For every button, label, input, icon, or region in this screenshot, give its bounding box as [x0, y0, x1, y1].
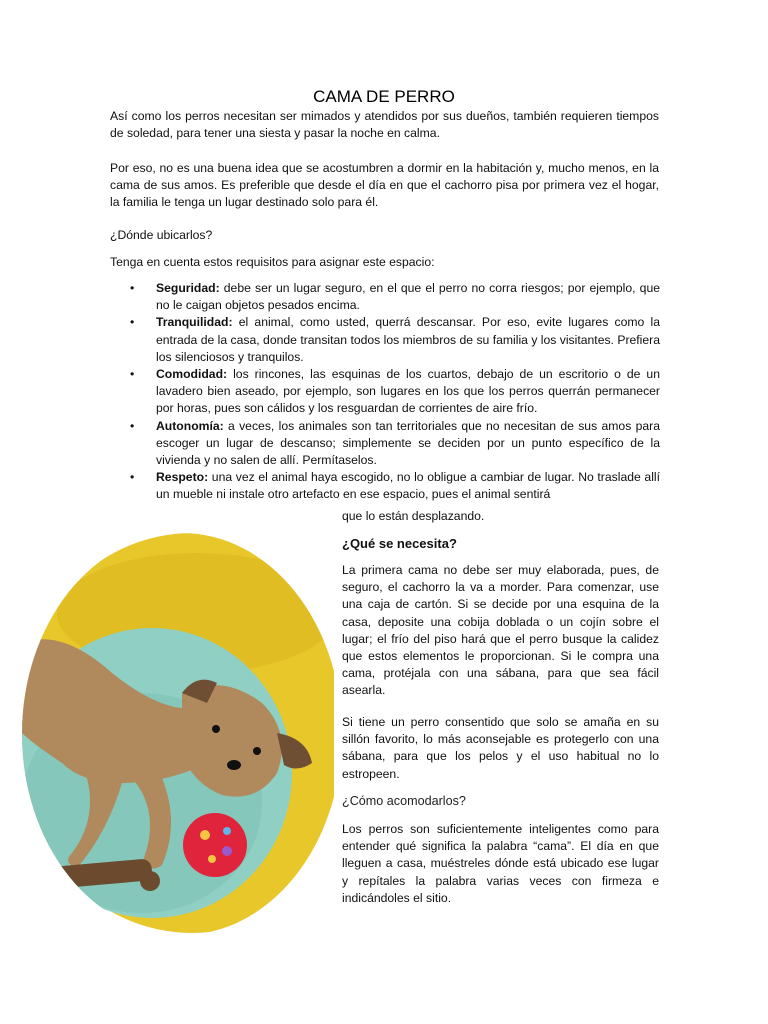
bullet: • [130, 470, 135, 485]
arrange-paragraph-1: Los perros son suficientemente inteligentes como para entender qué significa la palabra “cama”. El día en que lleguen a casa, muéstreles dónde está ubicado ese lugar y repítales la palabra varias veces con firmeza e indicándoles el sitio. [342, 822, 659, 905]
requirement-term: Tranquilidad: [156, 315, 233, 330]
bullet: • [130, 367, 135, 382]
list-item [130, 418, 660, 470]
bullet: • [130, 281, 135, 295]
requirement-text: debe ser un lugar seguro, en el que el perro no corra riesgos; por ejemplo, que no le caigan objetos pesados encima. [156, 281, 660, 313]
requirement-text: el animal, como usted, querrá descansar. Por eso, evite lugares como la entrada de la casa, donde transitan todos los miembros de su familia y los visitantes. Prefiera los silenciosos y tranquilos. [156, 315, 661, 364]
requirement-tail: que lo están desplazando. [342, 509, 485, 523]
requirements-intro: Tenga en cuenta estos requisitos para asignar este espacio: [110, 255, 435, 269]
section-heading-arrange: ¿Cómo acomodarlos? [342, 794, 466, 808]
bullet: • [130, 418, 135, 433]
requirement-term: Respeto: [156, 470, 209, 485]
need-paragraph-1: La primera cama no debe ser muy elaborada, pues, de seguro, el cachorro la va a morder. Para comenzar, use una caja de cartón. Si se decide por una esquina de la casa, deposite una cobija doblada o un cojín sobre el lugar; el frío del piso hará que el perro busque la calidez que estos elementos le proporcionan. Si le compra una cama, protéjala con una sábana, para que sea fácil asearla. [342, 563, 659, 698]
page-title: CAMA DE PERRO [313, 87, 455, 106]
intro-paragraph-1: Así como los perros necesitan ser mimados y atendidos por sus dueños, también requieren tiempos de soledad, para tener una siesta y pasar la noche en calma. [110, 109, 659, 141]
requirements-list [130, 280, 660, 504]
requirement-text: una vez el animal haya escogido, no lo obligue a cambiar de lugar. No traslade allí un mueble ni instale otro artefacto en ese espacio, pues el animal sentirá [156, 470, 660, 502]
requirement-text: los rincones, las esquinas de los cuartos, debajo de un escritorio o de un lavadero bien aseado, por ejemplo, son lugares en los que los perros querrán permanecer por horas, pues son cálidos y los resguardan de corrientes de aire frío. [156, 367, 660, 416]
list-item [130, 314, 660, 366]
list-item [130, 366, 660, 418]
toy-ball [183, 813, 247, 877]
list-item [130, 280, 660, 314]
requirement-term: Comodidad: [156, 367, 228, 382]
intro-paragraph-2: Por eso, no es una buena idea que se acostumbren a dormir en la habitación y, mucho menos, en la cama de sus amos. Es preferible que desde el día en que el cachorro pisa por primera vez el hogar, la familia le tenga un lugar destinado solo para él. [110, 161, 659, 210]
dog-bed-photo [22, 533, 334, 935]
list-item [130, 469, 660, 503]
bullet: • [130, 315, 135, 330]
requirement-term: Autonomía: [156, 418, 224, 433]
section-heading-need: ¿Qué se necesita? [342, 536, 457, 551]
where-heading: ¿Dónde ubicarlos? [110, 228, 213, 242]
need-paragraph-2: Si tiene un perro consentido que solo se amaña en su sillón favorito, lo más aconsejable es protegerlo con una sábana, para que los pelos y el uso habitual no lo estropeen. [342, 715, 659, 781]
requirement-term: Seguridad: [156, 281, 220, 295]
requirement-text: a veces, los animales son tan territoriales que no necesitan de sus amos para escoger un lugar de descanso; simplemente se deciden por un punto específico de la vivienda y no salen de allí. Permítaselos. [156, 418, 660, 468]
